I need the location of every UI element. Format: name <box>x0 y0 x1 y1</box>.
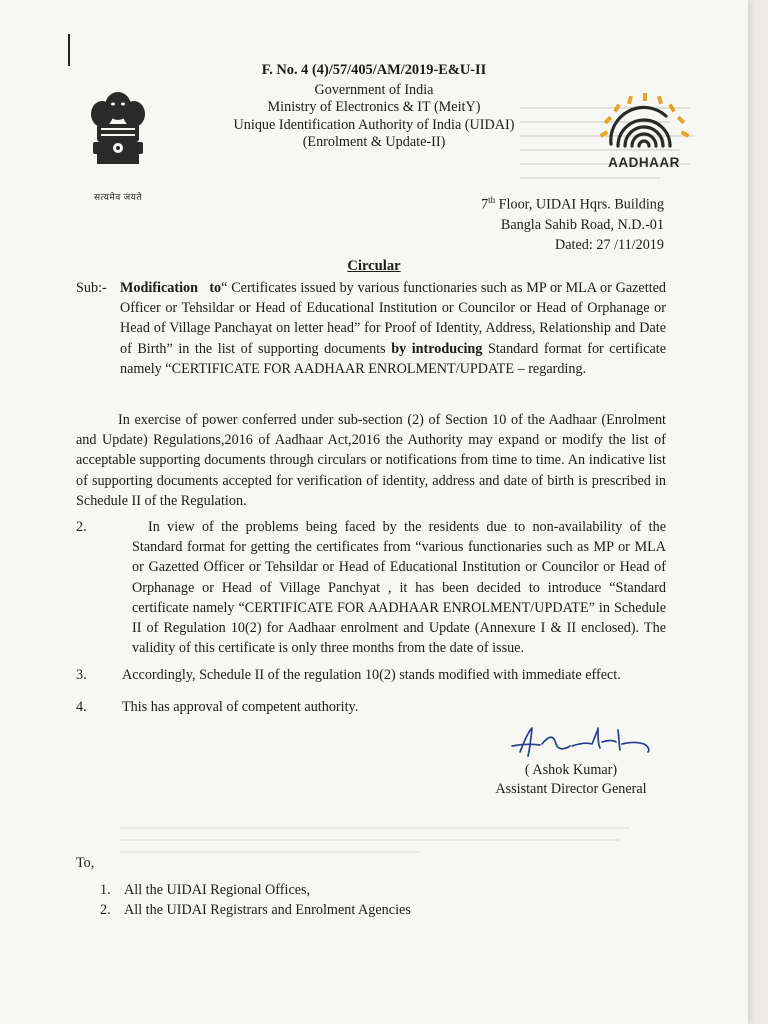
floor-building: Floor, UIDAI Hqrs. Building <box>495 196 664 213</box>
signatory <box>486 761 656 799</box>
recipient-number: 1. <box>100 882 111 898</box>
list-item <box>100 900 411 920</box>
date-value: 27 /11/2019 <box>596 236 664 253</box>
show-through-bottom-lines-icon <box>120 820 640 860</box>
subject <box>76 278 666 379</box>
recipient-text: All the UIDAI Regional Offices, <box>124 882 311 898</box>
file-number: F. No. 4 (4)/57/405/AM/2019-E&U-II <box>261 62 487 78</box>
subject-bold-modification: Modification <box>120 280 199 296</box>
paragraph-4 <box>76 697 666 717</box>
paragraph-2 <box>76 517 666 658</box>
header-line-authority: Unique Identification Authority of India (UIDAI) <box>233 116 515 133</box>
subject-body-1: “ Certificates issued by various functionaries such as MP or MLA or Gazetted Officer or Tehsildar or Head of Educational Institution or Councilor or Head of Orphanage or Head of Village Panchayat on letter head” for Proof of Identity, Address, Relationship and Date of Birth” in the list of supporting documents <box>120 280 667 357</box>
paragraph-4-number: 4. <box>76 699 87 715</box>
paragraph-3-number: 3. <box>76 667 87 683</box>
show-through-bottom <box>120 820 640 860</box>
paragraph-3-text: Accordingly, Schedule II of the regulation 10(2) stands modified with immediate effect. <box>122 667 621 683</box>
signatory-designation: Assistant Director General <box>495 781 647 797</box>
signature-icon <box>498 722 688 766</box>
header-line-division: (Enrolment & Update-II) <box>302 134 446 150</box>
floor-ordinal: th <box>488 195 496 205</box>
recipient-text: All the UIDAI Registrars and Enrolment Agencies <box>124 902 411 918</box>
recipient-list <box>100 880 411 920</box>
date-label: Dated: <box>554 236 593 253</box>
aadhaar-logo-text: AADHAAR <box>608 155 680 170</box>
header-line-ministry: Ministry of Electronics & IT (MeitY) <box>267 99 481 115</box>
paragraph-4-text: This has approval of competent authority. <box>122 699 359 715</box>
paragraph-1: In exercise of power conferred under sub-section (2) of Section 10 of the Aadhaar (Enrolment and Update) Regulations,2016 of Aadhaar Act,2016 the Authority may expand or modify the list of acceptable supporting documents through circulars or notifications from time to time. An indicative list of supporting documents accepted for verification of identity, address and date of birth is prescribed in Schedule II of the Regulation. <box>76 412 666 509</box>
address-block <box>481 190 664 255</box>
date-line <box>481 235 664 255</box>
subject-bold-to: to <box>209 280 222 296</box>
paragraph-2-number: 2. <box>76 519 87 535</box>
letterhead <box>0 62 748 152</box>
document-title: Circular <box>347 258 401 274</box>
emblem-motto: सत्यमेव जयते <box>93 192 143 202</box>
paragraph-2-text: In view of the problems being faced by the residents due to non-availability of the Standard format for getting the certificates from “various functionaries such as MP or MLA or Gazetted Officer or Tehsildar or Head of Educational Institution or Councilor or Head of Orphanage or Head of Village Panchyat , it has been decided to introduce “Standard certificate namely “CERTIFICATE FOR AADHAAR ENROLMENT/UPDATE” in Schedule II of Regulation 10(2) for Aadhaar enrolment and Update (Annexure I & II enclosed). The validity of this certificate is only three months from the date of issue. <box>132 519 666 657</box>
subject-label: Sub:- <box>76 280 107 296</box>
paragraph-3 <box>76 665 666 685</box>
subject-text <box>120 278 666 379</box>
floor-number: 7 <box>480 196 489 213</box>
list-item <box>100 880 411 900</box>
subject-body-2: Standard format for certificate namely “CERTIFICATE FOR AADHAAR ENROLMENT/UPDATE – regarding. <box>120 340 667 377</box>
signatory-name: ( Ashok Kumar) <box>524 762 618 778</box>
to-label: To, <box>76 855 95 871</box>
subject-bold-introducing: by introducing <box>391 340 483 357</box>
address-floor <box>481 190 664 215</box>
address-road: Bangla Sahib Road, N.D.-01 <box>500 216 664 233</box>
recipient-number: 2. <box>100 902 111 918</box>
header-line-government: Government of India <box>314 81 434 98</box>
